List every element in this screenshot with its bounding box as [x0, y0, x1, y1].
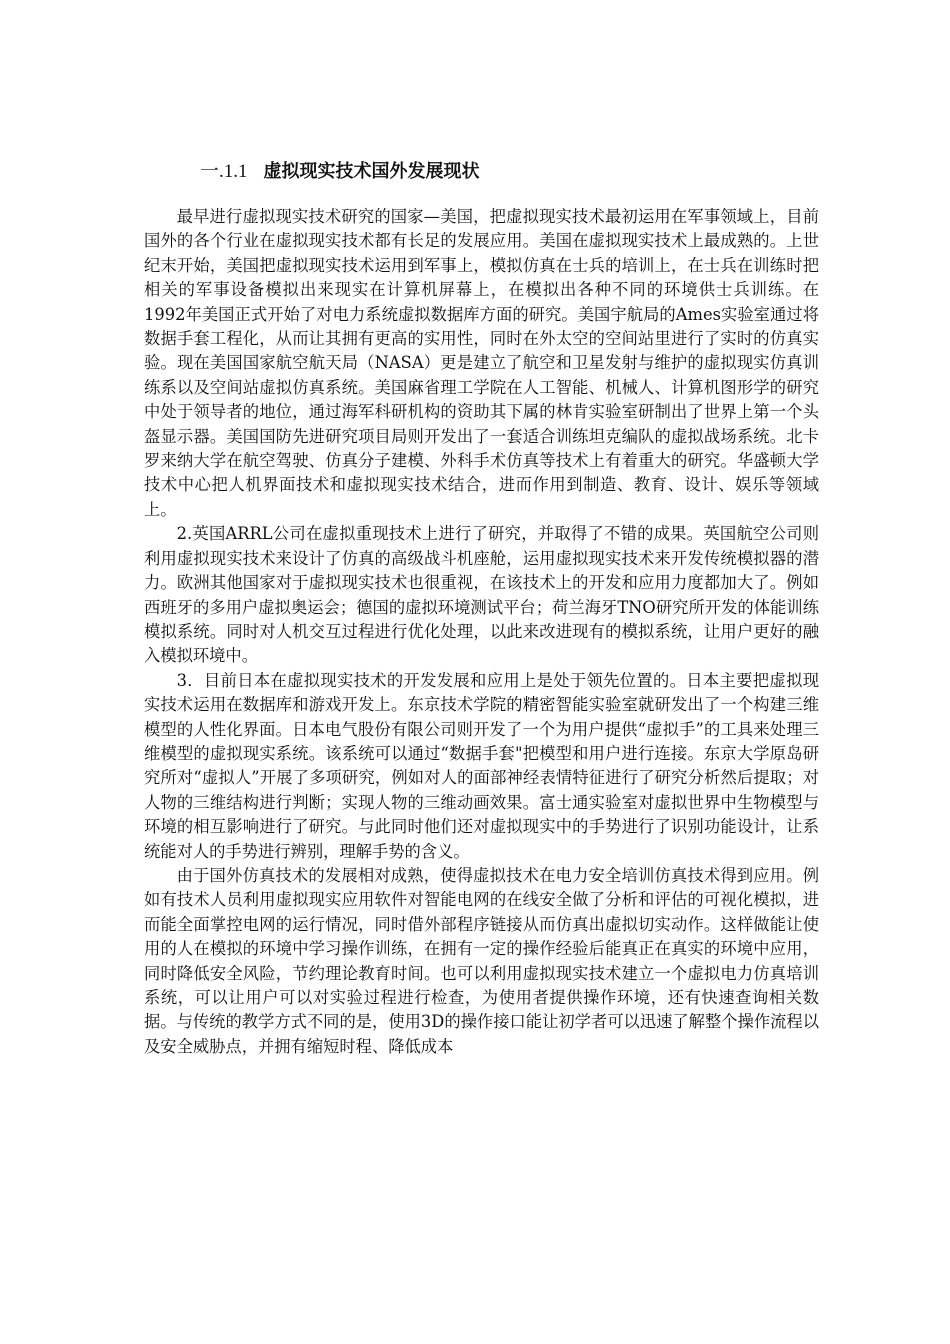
body-text: [144, 205, 819, 1059]
paragraph-japan: 3．目前日本在虚拟现实技术的开发发展和应用上是处于领先位置的。日本主要把虚拟现实技术运用在数据库和游戏开发上。东京技术学院的精密智能实验室就研发出了一个构建三维模型的人性化界面。日本电气股份有限公司则开发了一个为用户提供“虚拟手”的工具来处理三维模型的虚拟现实系统。该系统可以通过“数据手套"把模型和用户进行连接。东京大学原岛研究所对“虚拟人”开展了多项研究，例如对人的面部神经表情特征进行了研究分析然后提取；对人物的三维结构进行判断；实现人物的三维动画效果。富士通实验室对虚拟世界中生物模型与环境的相互影响进行了研究。与此同时他们还对虚拟现实中的手势进行了识别功能设计，让系统能对人的手势进行辨别，理解手势的含义。: [144, 670, 819, 861]
paragraph-uk-europe: 2.英国ARRL公司在虚拟重现技术上进行了研究，并取得了不错的成果。英国航空公司则利用虚拟现实技术来设计了仿真的高级战斗机座舱，运用虚拟现实技术来开发传统模拟器的潜力。欧洲其他国家对于虚拟现实技术也很重视，在该技术上的开发和应用力度都加大了。例如西班牙的多用户虚拟奥运会；德国的虚拟环境测试平台；荷兰海牙TNO研究所开发的体能训练模拟系统。同时对人机交互过程进行优化处理，以此来改进现有的模拟系统，让用户更好的融入模拟环境中。: [144, 524, 819, 666]
section-title: 虚拟现实技术国外发展现状: [263, 161, 480, 182]
paragraph-us: 最早进行虚拟现实技术研究的国家—美国，把虚拟现实技术最初运用在军事领域上，目前国外的各个行业在虚拟现实技术都有长足的发展应用。美国在虚拟现实技术上最成熟的。上世纪末开始，美国把虚拟现实技术运用到军事上，模拟仿真在士兵的培训上，在士兵在训练时把相关的军事设备模拟出来现实在计算机屏幕上，在模拟出各种不同的环境供士兵训练。在1992年美国正式开始了对电力系统虚拟数据库方面的研究。美国宇航局的Ames实验室通过将数据手套工程化，从而让其拥有更高的实用性，同时在外太空的空间站里进行了实时的仿真实验。现在美国国家航空航天局（NASA）更是建立了航空和卫星发射与维护的虚拟现实仿真训练系以及空间站虚拟仿真系统。美国麻省理工学院在人工智能、机械人、计算机图形学的研究中处于领导者的地位，通过海军科研机构的资助其下属的林肯实验室研制出了世界上第一个头盔显示器。美国国防先进研究项目局则开发出了一套适合训练坦克编队的虚拟战场系统。北卡罗来纳大学在航空驾驶、仿真分子建模、外科手术仿真等技术上有着重大的研究。华盛顿大学技术中心把人机界面技术和虚拟现实技术结合，进而作用到制造、教育、设计、娱乐等领域上。: [144, 207, 819, 519]
section-number: 一.1.1: [200, 161, 248, 182]
paragraph-power-training: 由于国外仿真技术的发展相对成熟，使得虚拟技术在电力安全培训仿真技术得到应用。例如有技术人员利用虚拟现实应用软件对智能电网的在线安全做了分析和评估的可视化模拟，进而能全面掌控电网的运行情况，同时借外部程序链接从而仿真出虚拟切实动作。这样做能让使用的人在模拟的环境中学习操作训练，在拥有一定的操作经验后能真正在真实的环境中应用，同时降低安全风险，节约理论教育时间。也可以利用虚拟现实技术建立一个虚拟电力仿真培训系统，可以让用户可以对实验过程进行检查，为使用者提供操作环境，还有快速查询相关数据。与传统的教学方式不同的是，使用3D的操作接口能让初学者可以迅速了解整个操作流程以及安全威胁点，并拥有缩短时程、降低成本: [144, 865, 819, 1056]
section-heading: [200, 157, 480, 186]
